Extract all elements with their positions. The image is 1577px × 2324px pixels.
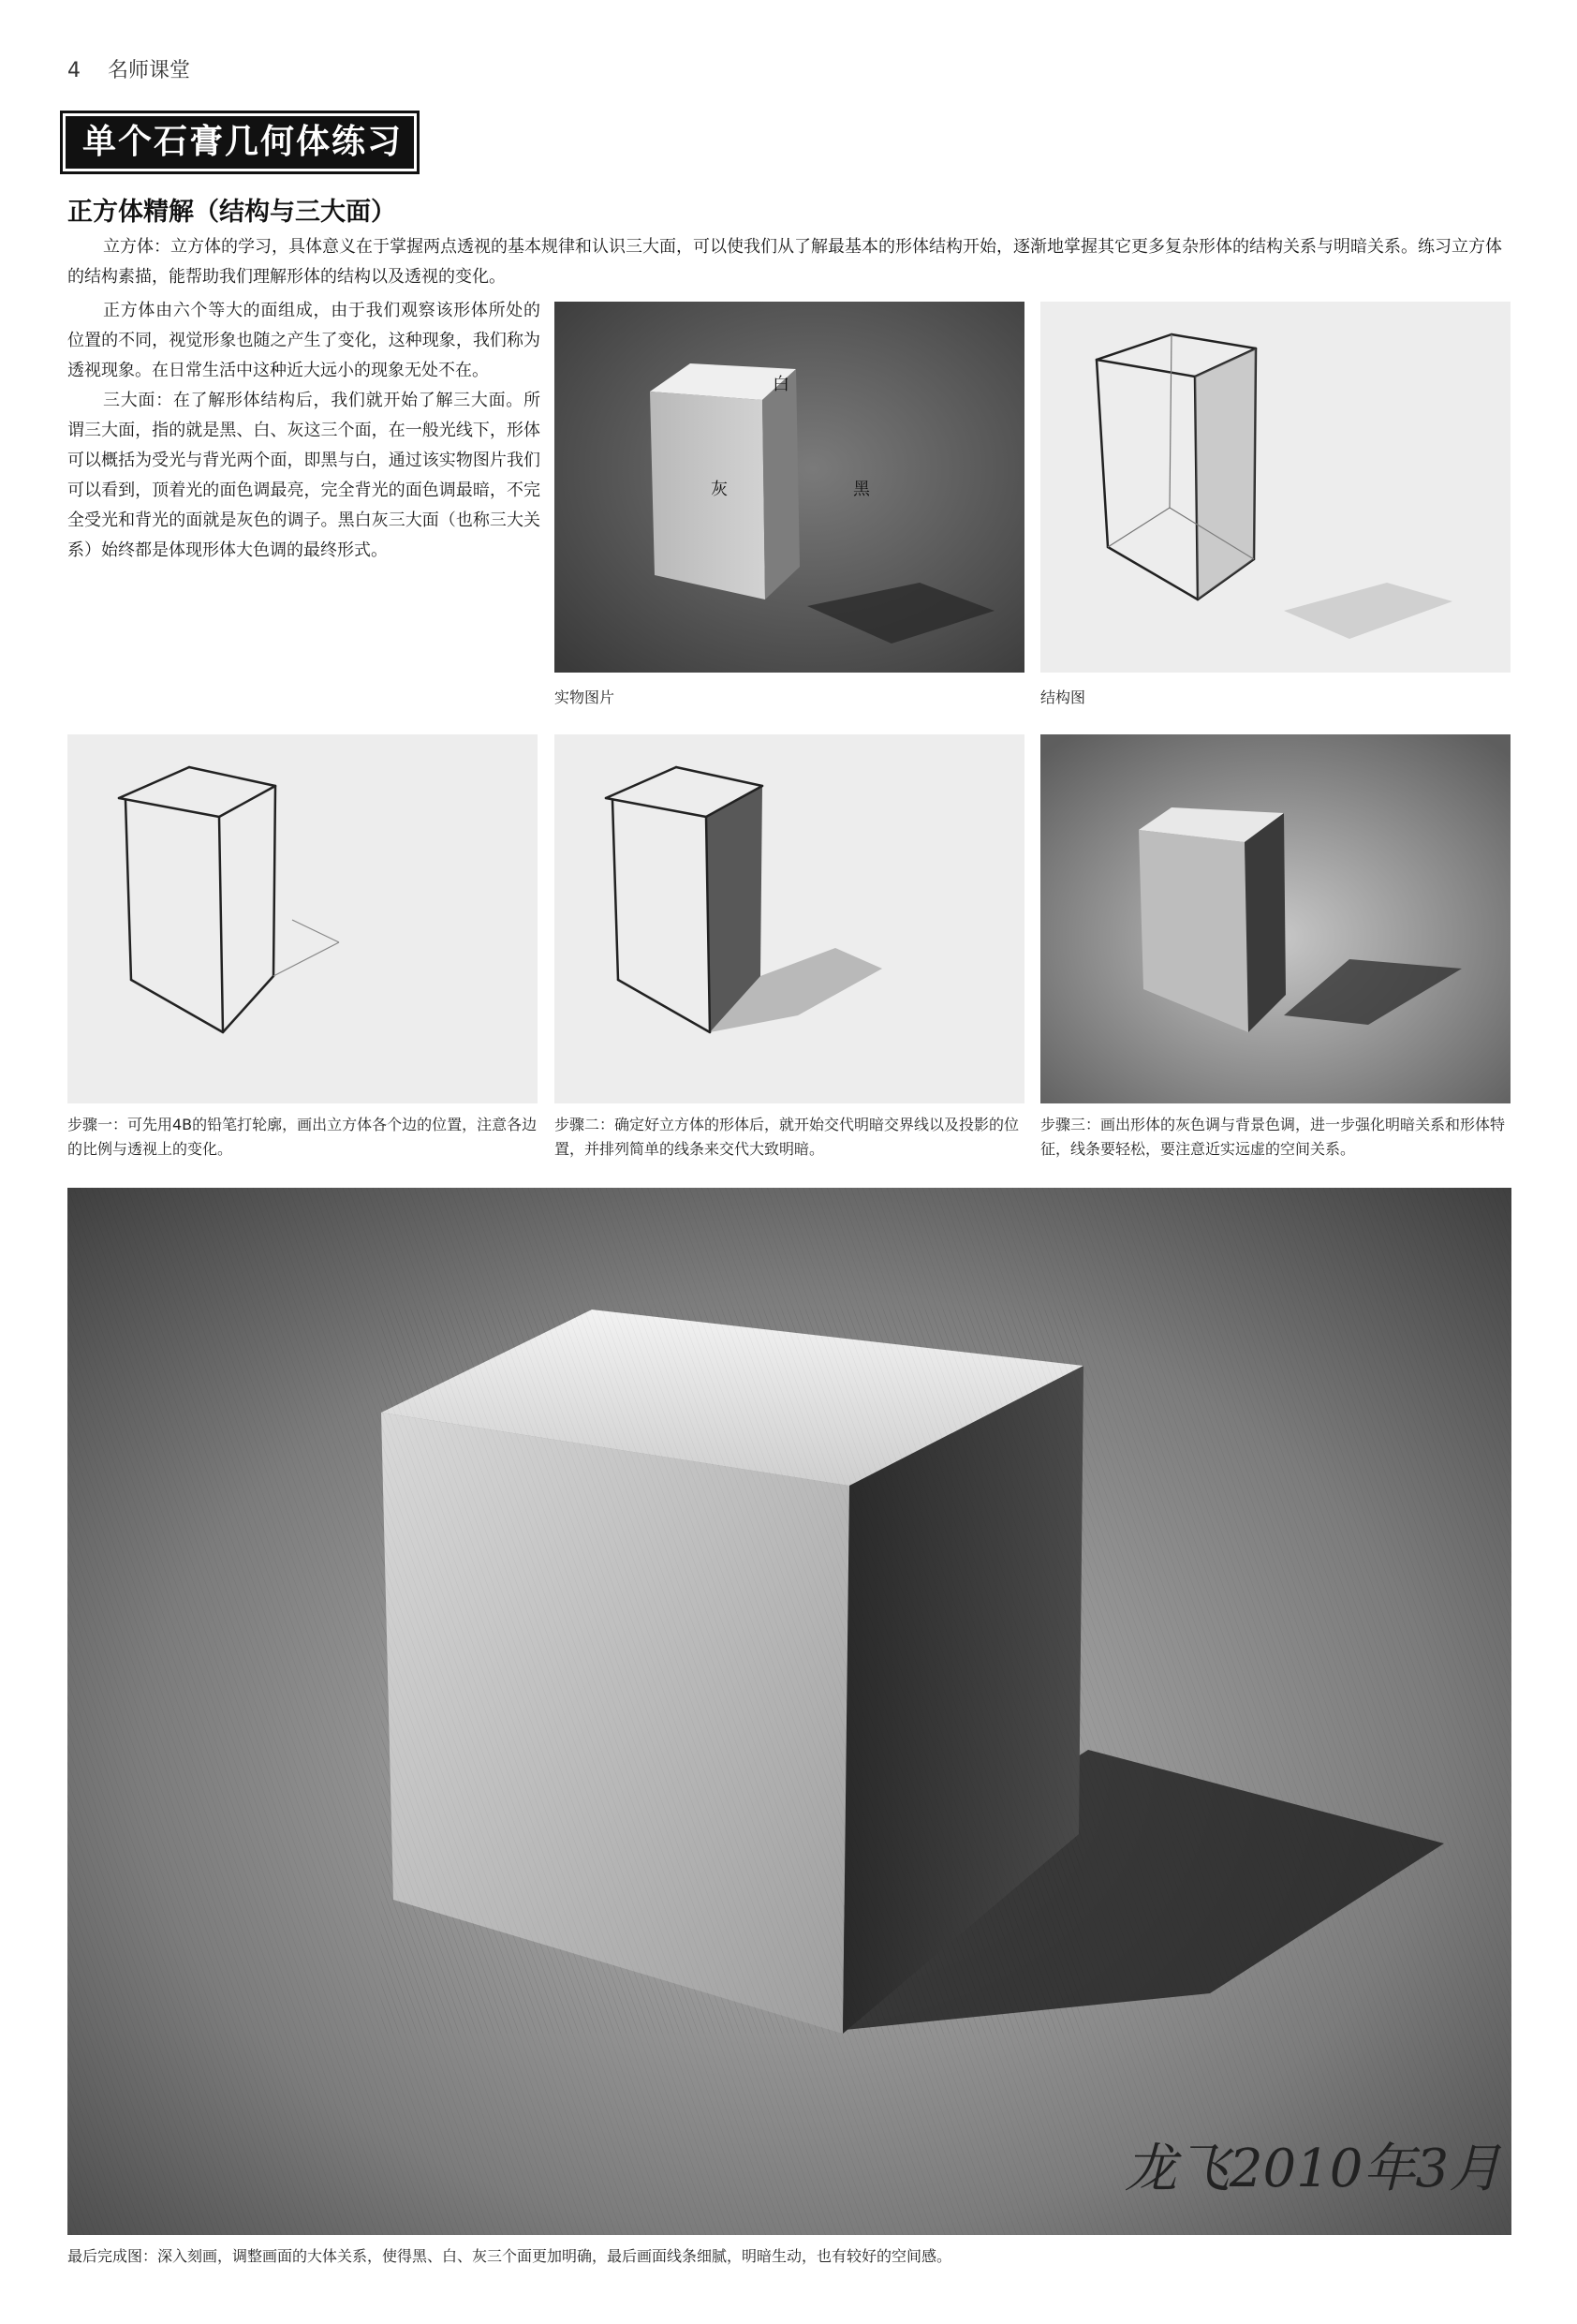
photo-cube-image bbox=[554, 302, 1024, 673]
paragraph-perspective: 正方体由六个等大的面组成，由于我们观察该形体所处的位置的不同，视觉形象也随之产生了变化，这种现象，我们称为透视现象。在日常生活中这种近大远小的现象无处不在。 bbox=[67, 301, 540, 380]
step3-figure bbox=[1040, 734, 1511, 1103]
section-title: 正方体精解（结构与三大面） bbox=[67, 198, 396, 227]
structure-drawing-image bbox=[1040, 302, 1511, 673]
label-white: 白 bbox=[773, 375, 789, 394]
step1-figure bbox=[67, 734, 538, 1103]
label-black: 黑 bbox=[853, 480, 870, 499]
step2-figure bbox=[554, 734, 1024, 1103]
page-header bbox=[67, 54, 190, 83]
page-number: 4 bbox=[67, 59, 81, 82]
final-drawing-image bbox=[67, 1188, 1511, 2235]
caption-step2: 步骤二：确定好立方体的形体后，就开始交代明暗交界线以及投影的位置，并排列简单的线条来交代大致明暗。 bbox=[554, 1116, 1020, 1158]
label-gray: 灰 bbox=[711, 480, 728, 499]
step3-drawing-image bbox=[1040, 734, 1511, 1103]
caption-step3: 步骤三：画出形体的灰色调与背景色调，进一步强化明暗关系和形体特征，线条要轻松，要注意近实远虚的空间关系。 bbox=[1040, 1116, 1506, 1158]
caption-step1: 步骤一：可先用4B的铅笔打轮廓，画出立方体各个边的位置，注意各边的比例与透视上的变化。 bbox=[67, 1116, 538, 1158]
step1-drawing-image bbox=[67, 734, 538, 1103]
step2-drawing-image bbox=[554, 734, 1024, 1103]
paragraph-three-faces: 三大面：在了解形体结构后，我们就开始了解三大面。所谓三大面，指的就是黑、白、灰这三个面，在一般光线下，形体可以概括为受光与背光两个面，即黑与白，通过该实物图片我们可以看到，顶着光的面色调最亮，完全背光的面色调最暗，不完全受光和背光的面就是灰色的调子。黑白灰三大面（也称三大关系）始终都是体现形体大色调的最终形式。 bbox=[67, 391, 540, 560]
side-text bbox=[67, 296, 540, 566]
intro-paragraph: 立方体：立方体的学习，具体意义在于掌握两点透视的基本规律和认识三大面，可以使我们从了解最基本的形体结构开始，逐渐地掌握其它更多复杂形体的结构关系与明暗关系。练习立方体的结构素描，能帮助我们理解形体的结构以及透视的变化。 bbox=[67, 237, 1502, 287]
final-figure bbox=[67, 1188, 1511, 2235]
artist-signature: 龙飞2010年3月 bbox=[1124, 2139, 1502, 2199]
caption-structure: 结构图 bbox=[1040, 688, 1086, 706]
chapter-title-bar bbox=[66, 116, 414, 169]
chapter-title: 单个石膏几何体练习 bbox=[82, 123, 404, 161]
structure-figure bbox=[1040, 302, 1511, 673]
caption-photo: 实物图片 bbox=[554, 688, 615, 706]
photo-figure bbox=[554, 302, 1024, 673]
section-name: 名师课堂 bbox=[108, 59, 191, 82]
caption-final: 最后完成图：深入刻画，调整画面的大体关系，使得黑、白、灰三个面更加明确，最后画面线条细腻，明暗生动，也有较好的空间感。 bbox=[67, 2247, 952, 2265]
